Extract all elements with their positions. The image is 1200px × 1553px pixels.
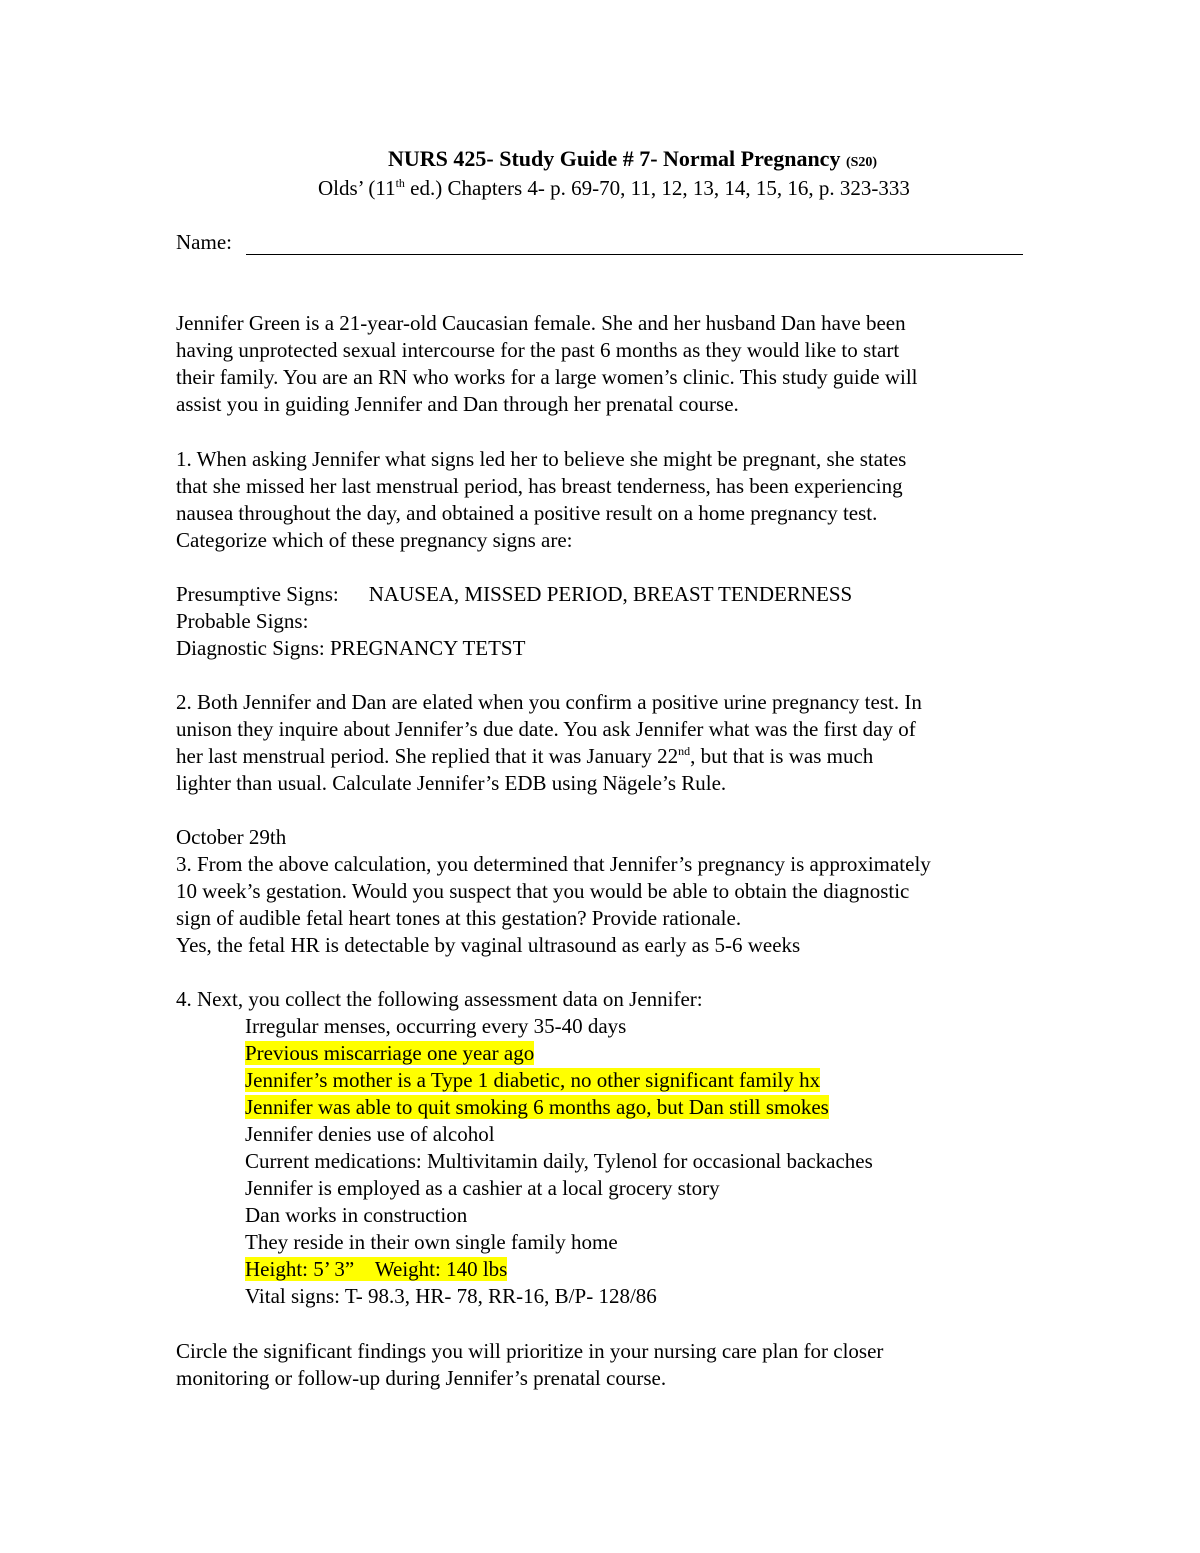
q2-l3-post: , but that is was much bbox=[690, 744, 874, 768]
assessment-item-highlighted bbox=[245, 1094, 829, 1121]
q4-intro: 4. Next, you collect the following assessment data on Jennifer: bbox=[176, 987, 703, 1011]
assessment-text: Height: 5’ 3” Weight: 140 lbs bbox=[245, 1257, 508, 1281]
assessment-item bbox=[245, 1175, 720, 1202]
name-field-line[interactable] bbox=[246, 254, 1023, 255]
assessment-item bbox=[245, 1121, 495, 1148]
subtitle-pre: Olds’ (11 bbox=[318, 176, 396, 200]
diagnostic-signs: Diagnostic Signs: PREGNANCY TETST bbox=[176, 636, 526, 660]
assessment-item-highlighted bbox=[245, 1040, 534, 1067]
presumptive-value: NAUSEA, MISSED PERIOD, BREAST TENDERNESS bbox=[368, 582, 853, 606]
assessment-item bbox=[245, 1013, 626, 1040]
subtitle-sup: th bbox=[395, 176, 405, 190]
closing-line: monitoring or follow-up during Jennifer’s prenatal course. bbox=[176, 1366, 667, 1390]
q3-answer: Yes, the fetal HR is detectable by vaginal ultrasound as early as 5-6 weeks bbox=[176, 933, 801, 957]
q3-line: sign of audible fetal heart tones at this gestation? Provide rationale. bbox=[176, 906, 742, 930]
assessment-item bbox=[245, 1148, 873, 1175]
assessment-text: Jennifer was able to quit smoking 6 months ago, but Dan still smokes bbox=[245, 1095, 829, 1119]
q3-line: 10 week’s gestation. Would you suspect that you would be able to obtain the diagnostic bbox=[176, 879, 910, 903]
probable-signs: Probable Signs: bbox=[176, 609, 309, 633]
q2-answer: October 29th bbox=[176, 825, 287, 849]
q1-line: Categorize which of these pregnancy signs are: bbox=[176, 528, 573, 552]
title-suffix: (S20) bbox=[845, 155, 878, 170]
assessment-text: Jennifer’s mother is a Type 1 diabetic, no other significant family hx bbox=[245, 1068, 821, 1092]
intro-line: having unprotected sexual intercourse for the past 6 months as they would like to start bbox=[176, 338, 900, 362]
q2-l3-sup: nd bbox=[678, 744, 691, 758]
q2-line: lighter than usual. Calculate Jennifer’s EDB using Nägele’s Rule. bbox=[176, 771, 727, 795]
assessment-item bbox=[245, 1283, 657, 1310]
presumptive-signs bbox=[176, 581, 852, 608]
assessment-text: Jennifer denies use of alcohol bbox=[245, 1122, 495, 1146]
document-title bbox=[388, 144, 877, 178]
intro-line: their family. You are an RN who works for a large women’s clinic. This study guide will bbox=[176, 365, 918, 389]
q2-line bbox=[176, 743, 873, 770]
q2-line: 2. Both Jennifer and Dan are elated when you confirm a positive urine pregnancy test. In bbox=[176, 690, 922, 714]
assessment-text: Jennifer is employed as a cashier at a local grocery story bbox=[245, 1176, 720, 1200]
assessment-item bbox=[245, 1229, 618, 1256]
intro-line: Jennifer Green is a 21-year-old Caucasian female. She and her husband Dan have been bbox=[176, 311, 906, 335]
assessment-text: Previous miscarriage one year ago bbox=[245, 1041, 535, 1065]
q3-line: 3. From the above calculation, you determined that Jennifer’s pregnancy is approximately bbox=[176, 852, 931, 876]
name-label: Name: bbox=[176, 230, 232, 254]
q2-l3-pre: her last menstrual period. She replied that it was January 22 bbox=[176, 744, 679, 768]
presumptive-label: Presumptive Signs: bbox=[176, 582, 339, 606]
assessment-text: Dan works in construction bbox=[245, 1203, 468, 1227]
q1-line: 1. When asking Jennifer what signs led her to believe she might be pregnant, she states bbox=[176, 447, 907, 471]
intro-line: assist you in guiding Jennifer and Dan through her prenatal course. bbox=[176, 392, 739, 416]
assessment-text: They reside in their own single family home bbox=[245, 1230, 618, 1254]
q1-line: that she missed her last menstrual period, has breast tenderness, has been experiencing bbox=[176, 474, 903, 498]
subtitle-post: ed.) Chapters 4- p. 69-70, 11, 12, 13, 14, 15, 16, p. 323-333 bbox=[404, 176, 910, 200]
closing-line: Circle the significant findings you will prioritize in your nursing care plan for closer bbox=[176, 1339, 884, 1363]
q1-line: nausea throughout the day, and obtained a positive result on a home pregnancy test. bbox=[176, 501, 878, 525]
assessment-text: Irregular menses, occurring every 35-40 days bbox=[245, 1014, 627, 1038]
q2-line: unison they inquire about Jennifer’s due date. You ask Jennifer what was the first day of bbox=[176, 717, 916, 741]
assessment-item-highlighted bbox=[245, 1067, 820, 1094]
assessment-item bbox=[245, 1202, 467, 1229]
title-main: NURS 425- Study Guide # 7- Normal Pregnancy bbox=[388, 146, 841, 171]
assessment-item-highlighted bbox=[245, 1256, 507, 1283]
document-subtitle bbox=[318, 175, 910, 202]
assessment-text: Current medications: Multivitamin daily, Tylenol for occasional backaches bbox=[245, 1149, 873, 1173]
assessment-text: Vital signs: T- 98.3, HR- 78, RR-16, B/P- 128/86 bbox=[245, 1284, 657, 1308]
